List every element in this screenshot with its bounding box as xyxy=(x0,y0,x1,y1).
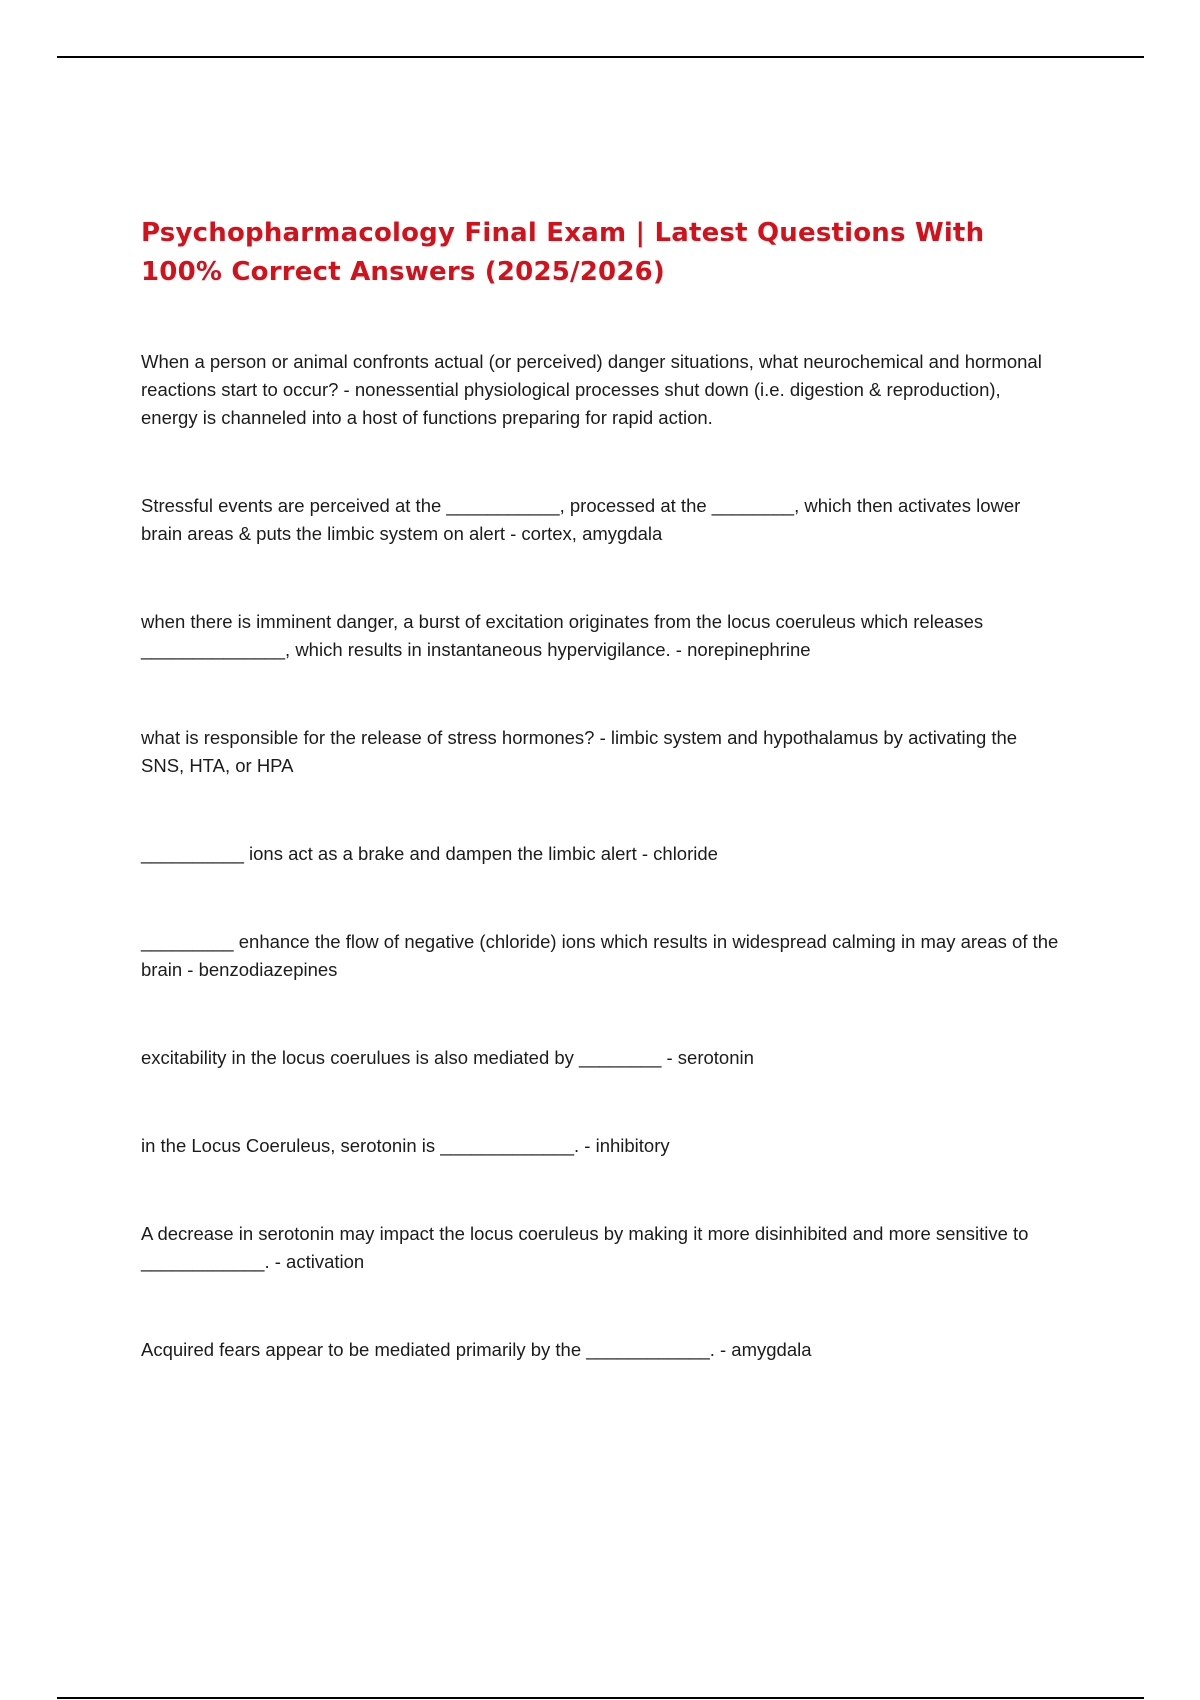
qa-item-8: in the Locus Coeruleus, serotonin is _____________. - inhibitory xyxy=(141,1135,670,1156)
qa-item-10: Acquired fears appear to be mediated primarily by the ____________. - amygdala xyxy=(141,1339,812,1360)
qa-item-6: _________ enhance the flow of negative (chloride) ions which results in widespread calming in may areas of the brain - benzodiazepines xyxy=(141,931,1059,980)
bottom-divider xyxy=(57,1697,1144,1699)
document-body xyxy=(141,214,1061,1424)
qa-item-1: When a person or animal confronts actual (or perceived) danger situations, what neurochemical and hormonal reactions start to occur? - nonessential physiological processes shut down (i.e. digestion & reproduction), energy is channeled into a host of functions preparing for rapid action. xyxy=(141,351,1042,428)
question-answer-list xyxy=(141,348,1061,1364)
qa-item-9: A decrease in serotonin may impact the locus coeruleus by making it more disinhibited and more sensitive to ____________. - activation xyxy=(141,1223,1029,1272)
top-divider xyxy=(57,56,1144,58)
qa-item-2: Stressful events are perceived at the ___________, processed at the ________, which then activates lower brain areas & puts the limbic system on alert - cortex, amygdala xyxy=(141,495,1021,544)
document-title: Psychopharmacology Final Exam | Latest Questions With 100% Correct Answers (2025/2026) xyxy=(141,218,985,287)
qa-item-4: what is responsible for the release of stress hormones? - limbic system and hypothalamus by activating the SNS, HTA, or HPA xyxy=(141,727,1018,776)
qa-item-7: excitability in the locus coerulues is also mediated by ________ - serotonin xyxy=(141,1047,754,1068)
qa-item-5: __________ ions act as a brake and dampen the limbic alert - chloride xyxy=(141,843,718,864)
qa-item-3: when there is imminent danger, a burst of excitation originates from the locus coeruleus which releases ______________, which results in instantaneous hypervigilance. - norepinephrine xyxy=(141,611,984,660)
